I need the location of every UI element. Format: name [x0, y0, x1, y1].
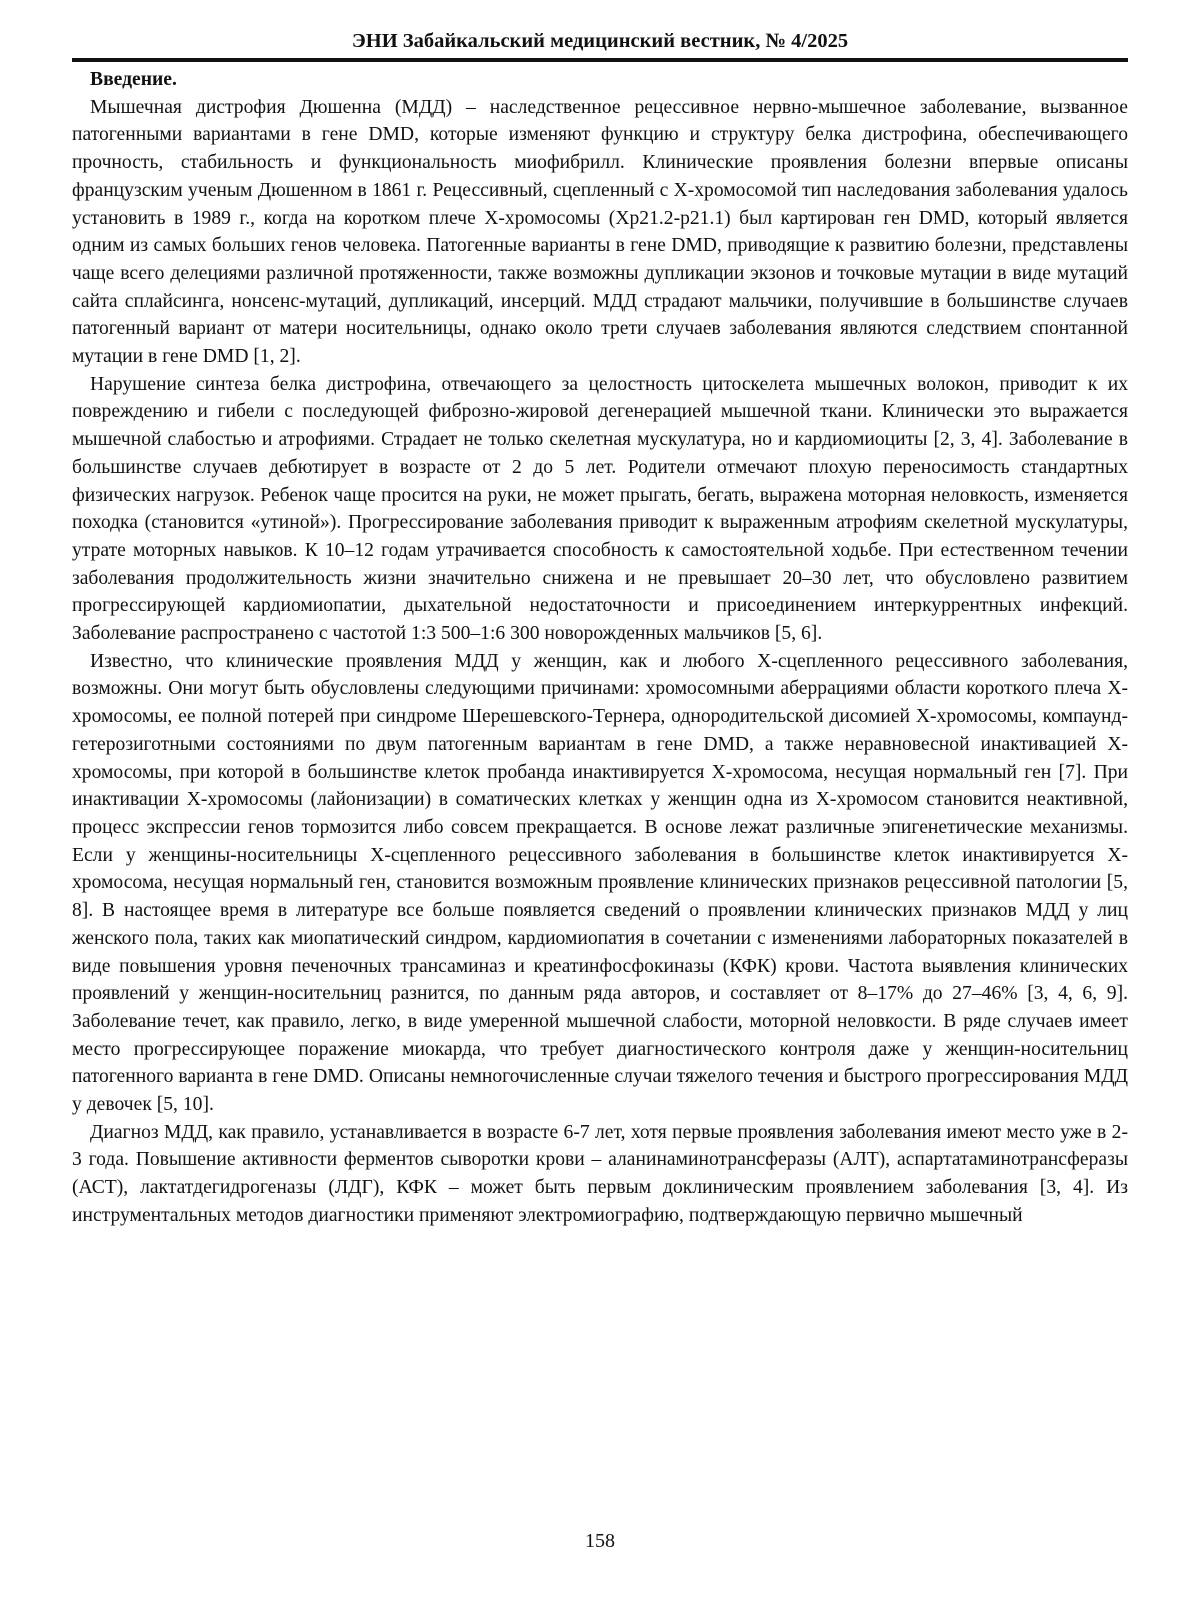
paragraph-1: Мышечная дистрофия Дюшенна (МДД) – наследственное рецессивное нервно-мышечное заболевание, вызванное патогенными вариантами в гене DMD, которые изменяют функцию и структуру белка дистрофина, обеспечивающего прочность, стабильность и функциональность миофибрилл. Клинические проявления болезни впервые описаны французским ученым Дюшенном в 1861 г. Рецессивный, сцепленный с Х-хромосомой тип наследования заболевания удалось установить в 1989 г., когда на коротком плече Х-хромосомы (Xp21.2-p21.1) был картирован ген DMD, который является одним из самых больших генов человека. Патогенные варианты в гене DMD, приводящие к развитию болезни, представлены чаще всего делециями различной протяженности, также возможны дупликации экзонов и точковые мутации в виде мутаций сайта сплайсинга, нонсенс-мутаций, дупликаций, инсерций. МДД страдают мальчики, получившие в большинстве случаев патогенный вариант от матери носительницы, однако около трети случаев заболевания являются следствием спонтанной мутации в гене DMD [1, 2]. — [72, 96, 1128, 368]
article-body — [72, 66, 1128, 1230]
header-divider — [72, 58, 1128, 62]
paragraph-3: Известно, что клинические проявления МДД у женщин, как и любого Х-сцепленного рецессивного заболевания, возможны. Они могут быть обусловлены следующими причинами: хромосомными аберрациями области короткого плеча Х-хромосомы, ее полной потерей при синдроме Шерешевского-Тернера, однородительской дисомией Х-хромосомы, компаунд-гетерозиготными состояниями по двум патогенным вариантам в гене DMD, а также неравновесной инактивацией Х-хромосомы, при которой в большинстве клеток пробанда инактивируется Х-хромосома, несущая нормальный ген [7]. При инактивации Х-хромосомы (лайонизации) в соматических клетках у женщин одна из Х-хромосом становится неактивной, процесс экспрессии генов тормозится либо совсем прекращается. В основе лежат различные эпигенетические механизмы. Если у женщины-носительницы Х-сцепленного рецессивного заболевания в большинстве клеток инактивируется Х-хромосома, несущая нормальный ген, становится возможным проявление клинических признаков рецессивной патологии [5, 8]. В настоящее время в литературе все больше появляется сведений о проявлении клинических признаков МДД у лиц женского пола, таких как миопатический синдром, кардиомиопатия в сочетании с изменениями лабораторных показателей в виде повышения уровня печеночных трансаминаз и креатинфосфокиназы (КФК) крови. Частота выявления клинических проявлений у женщин-носительниц разнится, по данным ряда авторов, и составляет от 8–17% до 27–46% [3, 4, 6, 9]. Заболевание течет, как правило, легко, в виде умеренной мышечной слабости, моторной неловкости. В ряде случаев имеет место прогрессирующее поражение миокарда, что требует диагностического контроля даже у женщин-носительниц патогенного варианта в гене DMD. Описаны немногочисленные случаи тяжелого течения и быстрого прогрессирования МДД у девочек [5, 10]. — [72, 650, 1128, 1116]
journal-page — [72, 0, 1128, 1600]
section-heading-introduction: Введение. — [90, 69, 177, 90]
journal-header: ЭНИ Забайкальский медицинский вестник, № 4/2025 — [351, 30, 849, 52]
paragraph-2: Нарушение синтеза белка дистрофина, отвечающего за целостность цитоскелета мышечных волокон, приводит к их повреждению и гибели с последующей фиброзно-жировой дегенерацией мышечной ткани. Клинически это выражается мышечной слабостью и атрофиями. Страдает не только скелетная мускулатура, но и кардиомиоциты [2, 3, 4]. Заболевание в большинстве случаев дебютирует в возрасте от 2 до 5 лет. Родители отмечают плохую переносимость стандартных физических нагрузок. Ребенок чаще просится на руки, не может прыгать, бегать, выражена моторная неловкость, изменяется походка (становится «утиной»). Прогрессирование заболевания приводит к выраженным атрофиям скелетной мускулатуры, утрате моторных навыков. К 10–12 годам утрачивается способность к самостоятельной ходьбе. При естественном течении заболевания продолжительность жизни значительно снижена и не превышает 20–30 лет, что обусловлено развитием прогрессирующей кардиомиопатии, дыхательной недостаточности и присоединением интеркуррентных инфекций. Заболевание распространено с частотой 1:3 500–1:6 300 новорожденных мальчиков [5, 6]. — [72, 373, 1128, 645]
paragraph-4: Диагноз МДД, как правило, устанавливается в возрасте 6-7 лет, хотя первые проявления заболевания имеют место уже в 2-3 года. Повышение активности ферментов сыворотки крови – аланинаминотрансферазы (АЛТ), аспартатаминотрансферазы (АСТ), лактатдегидрогеназы (ЛДГ), КФК – может быть первым доклиническим проявлением заболевания [3, 4]. Из инструментальных методов диагностики применяют электромиографию, подтверждающую первично мышечный — [72, 1121, 1128, 1226]
page-number: 158 — [585, 1530, 615, 1552]
